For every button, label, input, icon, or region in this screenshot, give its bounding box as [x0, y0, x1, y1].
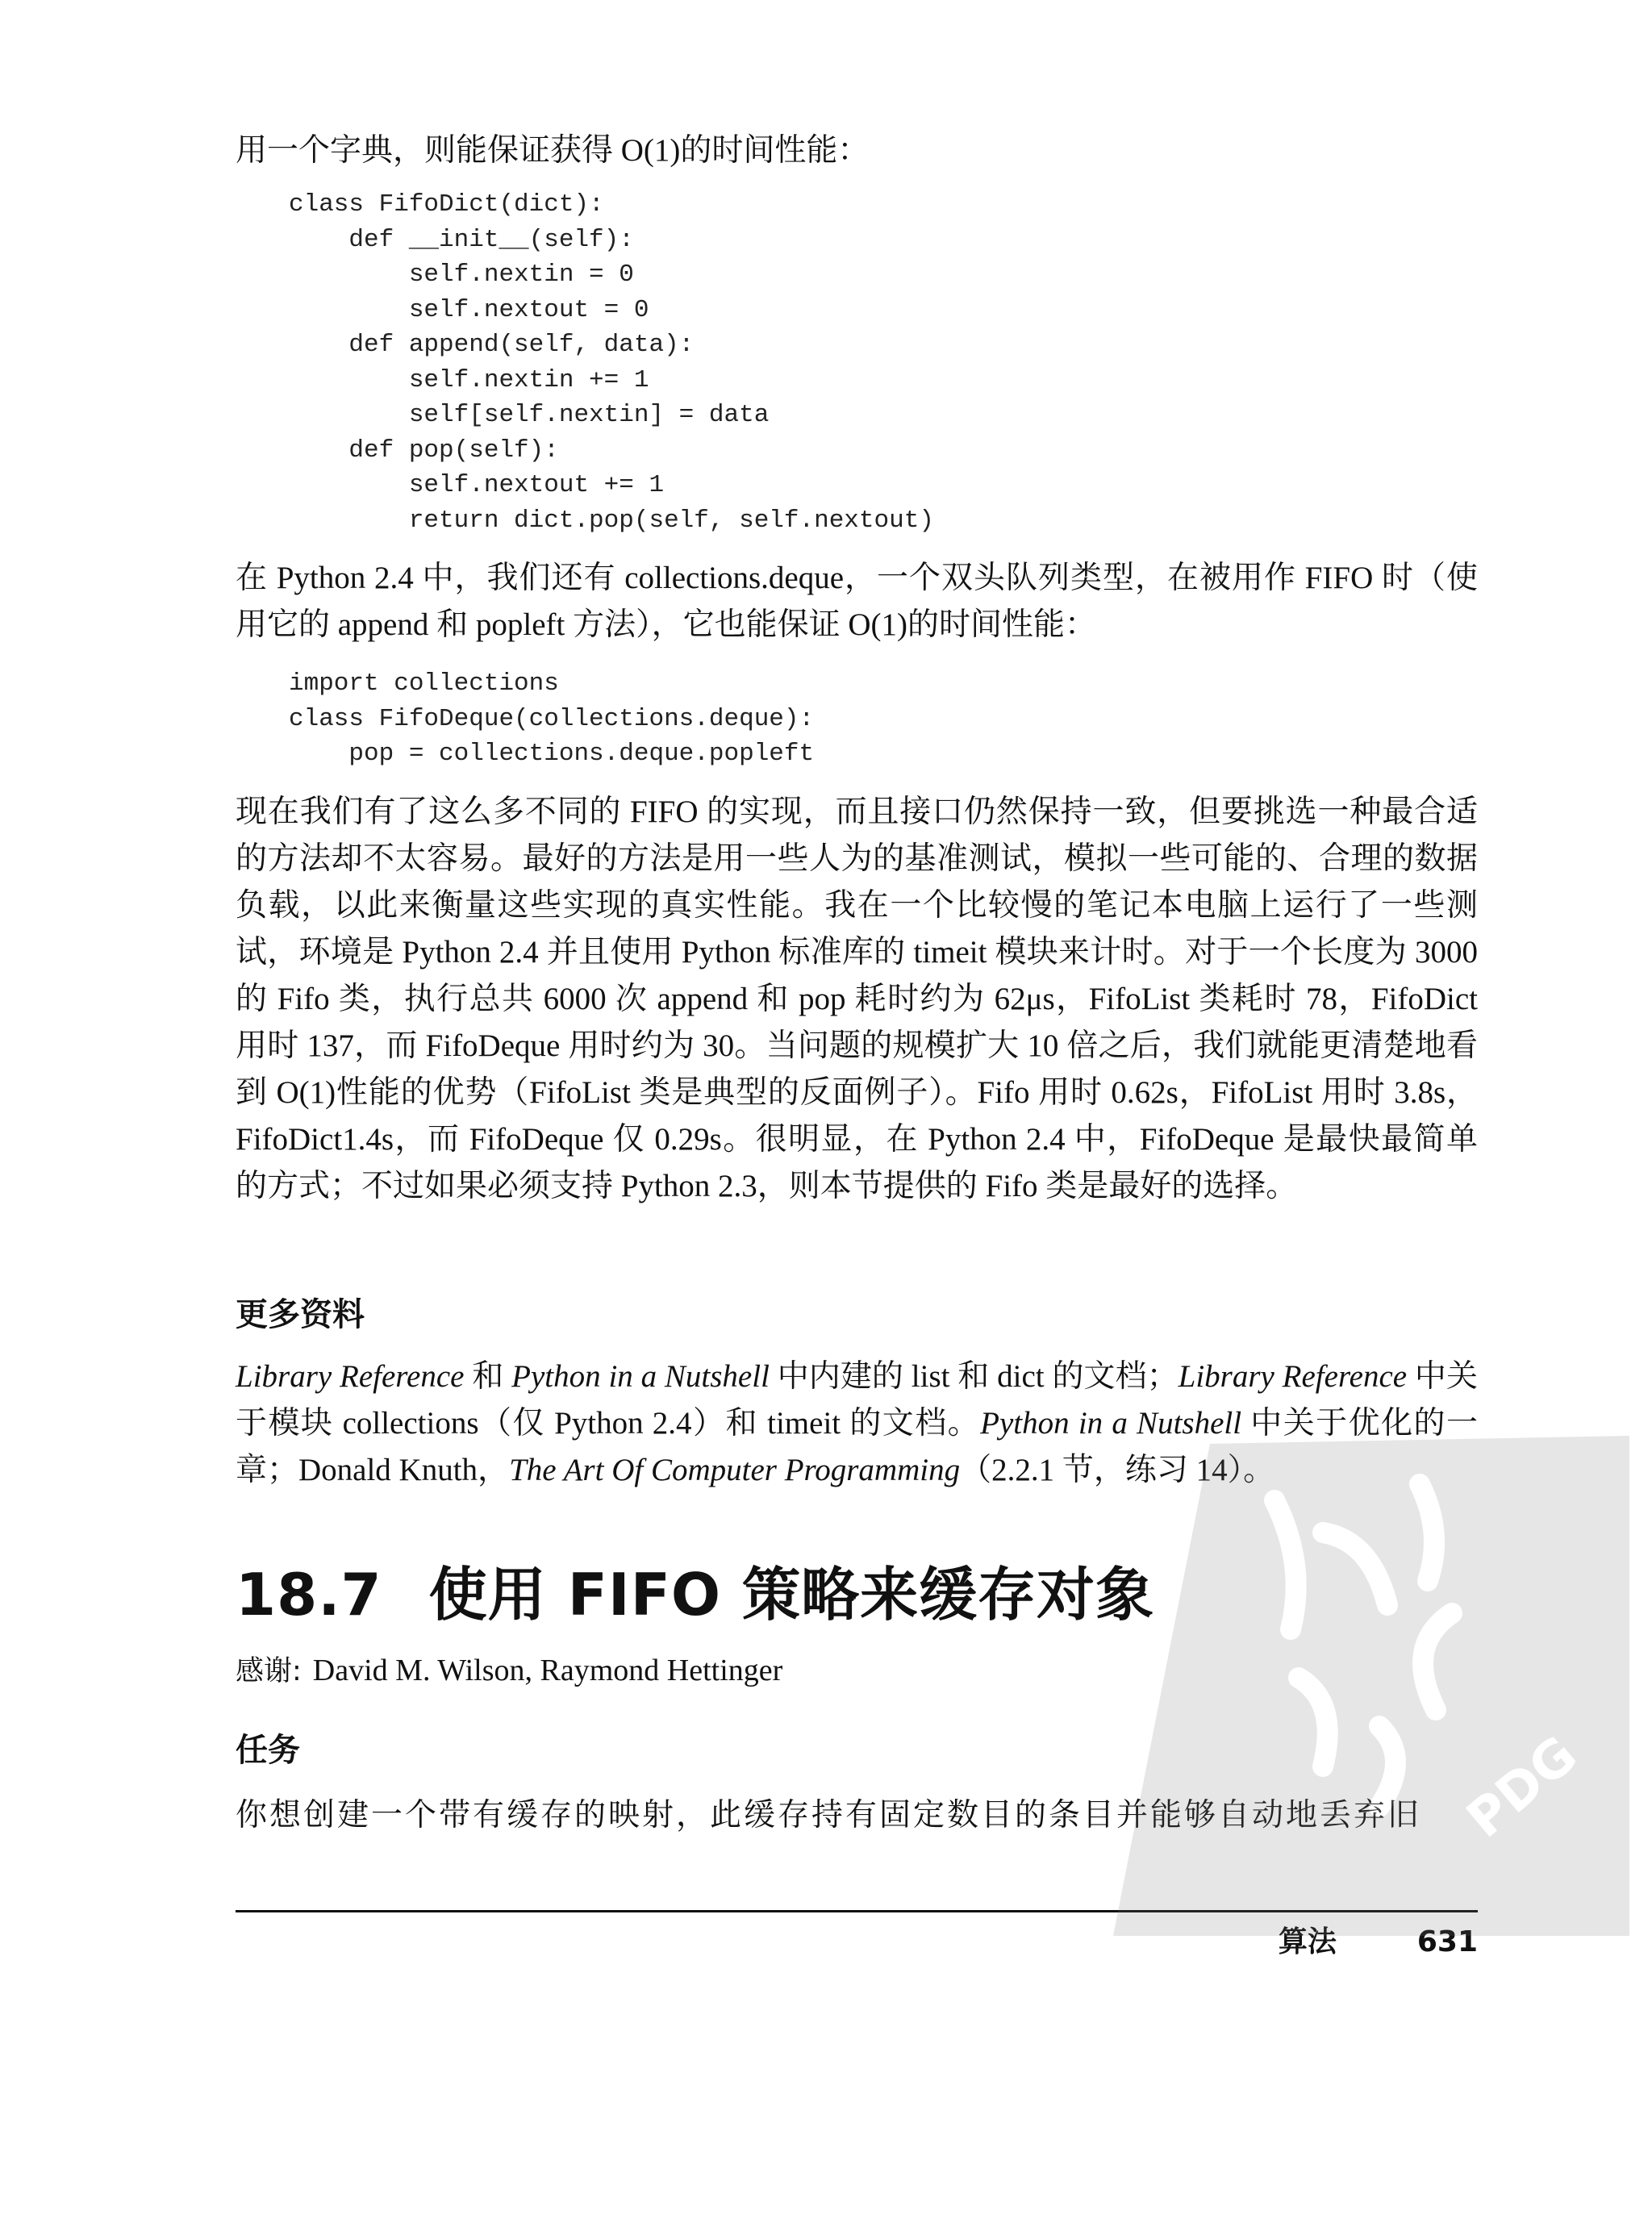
- ack-label: 感谢:: [236, 1655, 302, 1687]
- task-heading: 任务: [236, 1732, 300, 1769]
- section-title: 使用 FIFO 策略来缓存对象: [428, 1561, 1155, 1629]
- code-fifodict: class FifoDict(dict): def __init__(self): self.nextin = 0 self.nextout = 0 def append(self, data): self.nextin += 1 self[self.nextin] = data def pop(self): self.nextout += 1 return dict.pop(self, self.nextout): [289, 190, 934, 535]
- paragraph-benchmark: 现在我们有了这么多不同的 FIFO 的实现，而且接口仍然保持一致，但要挑选一种最合适的方法却不太容易。最好的方法是用一些人为的基准测试，模拟一些可能的、合理的数据负载，以此来衡量这些实现的真实性能。我在一个比较慢的笔记本电脑上运行了一些测试，环境是 Python 2.4 并且使用 Python 标准库的 timeit 模块来计时。对于一个长度为 3000 的 Fifo 类，执行总共 6000 次 append 和 pop 耗时约为 62μs，FifoList 类耗时 78，FifoDict 用时 137，而 FifoDeque 用时约为 30。当问题的规模扩大 10 倍之后，我们就能更清楚地看到 O(1)性能的优势（FifoList 类是典型的反面例子）。Fifo 用时 0.62s，FifoList 用时 3.8s，FifoDict1.4s，而 FifoDeque 仅 0.29s。很明显，在 Python 2.4 中，FifoDeque 是最快最简单的方式；不过如果必须支持 Python 2.3，则本节提供的 Fifo 类是最好的选择。: [236, 795, 1478, 1203]
- paragraph-deque: 在 Python 2.4 中，我们还有 collections.deque，一个双头队列类型，在被用作 FIFO 时（使用它的 append 和 popleft 方法），它也能保证 O(1)的时间性能：: [236, 561, 1478, 642]
- ack-names: David M. Wilson, Raymond Hettinger: [312, 1654, 783, 1687]
- intro-line: 用一个字典，则能保证获得 O(1)的时间性能：: [236, 133, 870, 168]
- section-number: 18.7: [236, 1561, 382, 1629]
- page-number: 631: [1416, 1925, 1478, 1958]
- ref-taocp: The Art Of Computer Programming: [509, 1453, 961, 1487]
- ref-python-nutshell-2: Python in a Nutshell: [980, 1406, 1242, 1441]
- task-paragraph: 你想创建一个带有缓存的映射，此缓存持有固定数目的条目并能够自动地丢弃旧: [236, 1798, 1422, 1833]
- ref-library-reference: Library Reference: [236, 1359, 465, 1394]
- ref-python-nutshell: Python in a Nutshell: [511, 1359, 770, 1394]
- footer-chapter: 算法: [1278, 1925, 1337, 1958]
- section-heading: [236, 1558, 1154, 1631]
- watermark-text: PDG: [1455, 1725, 1589, 1850]
- see-also-paragraph: Library Reference 和 Python in a Nutshell 中内建的 list 和 dict 的文档；Library Reference 中关于模块 collections（仅 Python 2.4）和 timeit 的文档。Python in a Nutshell 中关于优化的一章；Donald Knuth，The Art Of Computer Programming（2.2.1 节，练习 14）。: [236, 1359, 1478, 1487]
- library-seal-watermark-icon: [1113, 1371, 1629, 1936]
- see-also-heading: 更多资料: [236, 1296, 365, 1333]
- acknowledgement: [236, 1650, 782, 1691]
- ref-library-reference-2: Library Reference: [1178, 1359, 1408, 1394]
- code-fifodeque: import collections class FifoDeque(collections.deque): pop = collections.deque.popleft: [289, 669, 815, 768]
